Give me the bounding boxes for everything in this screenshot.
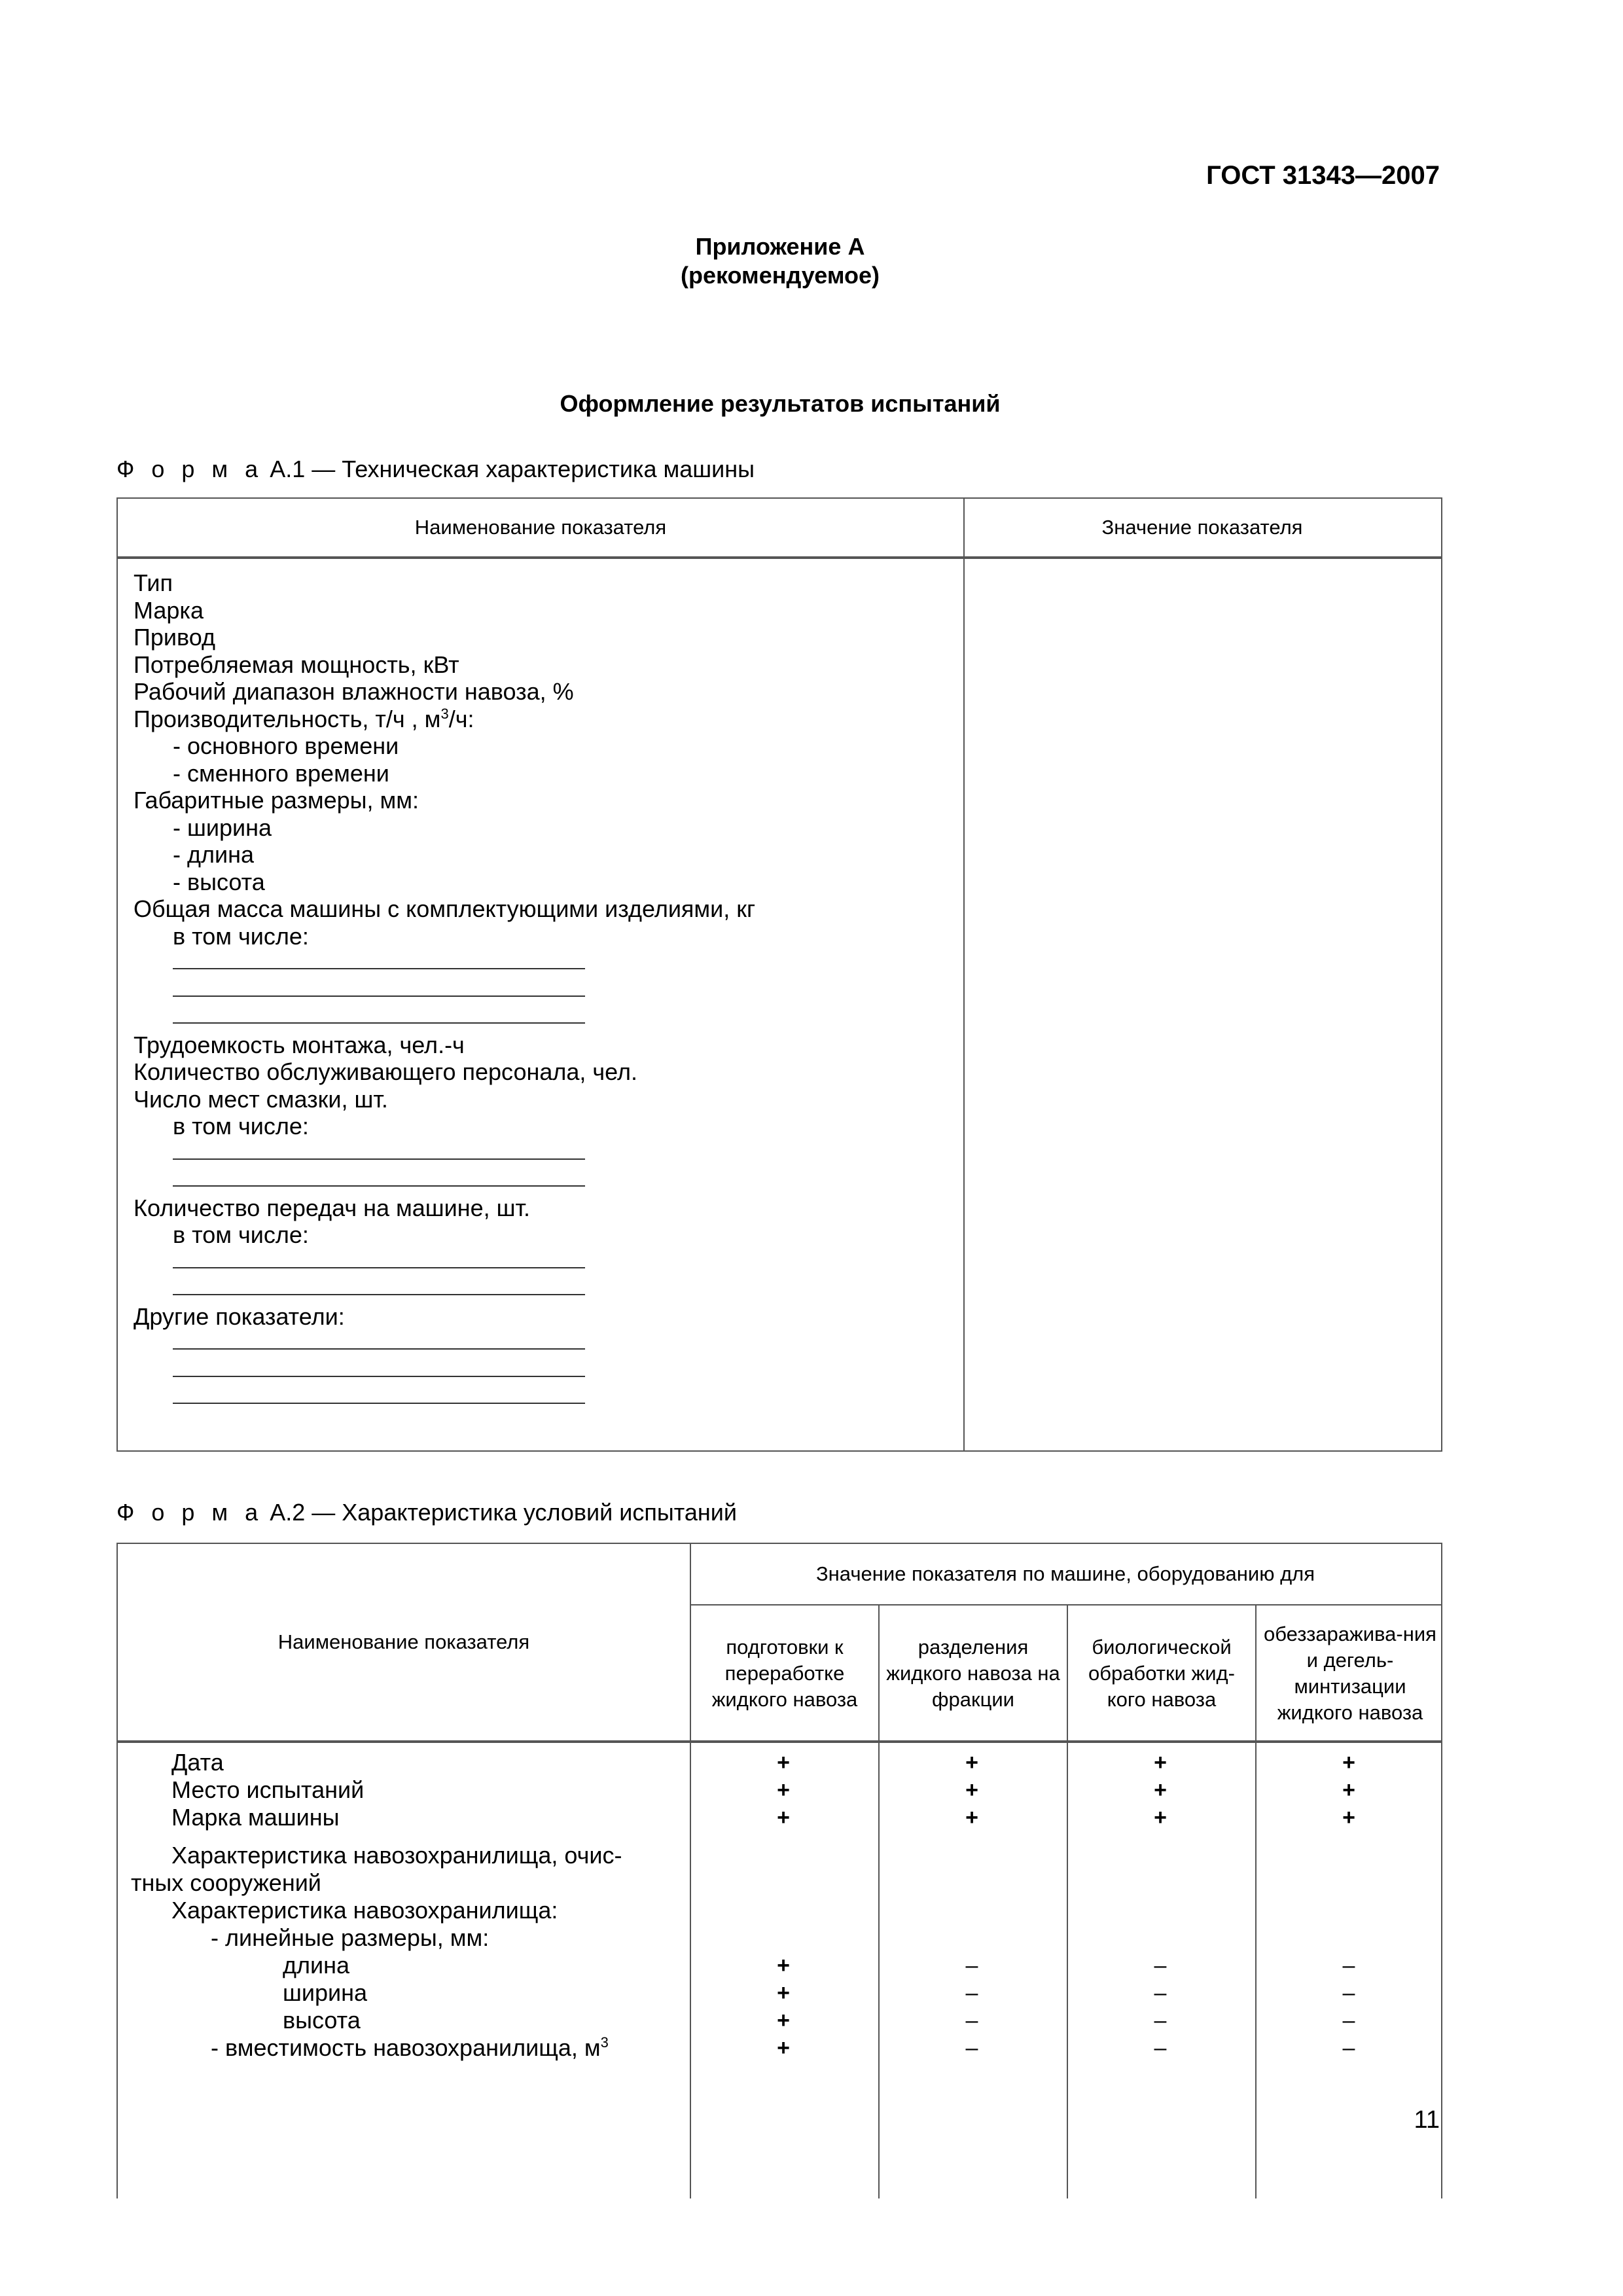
list-item: - сменного времени: [173, 759, 389, 787]
table-cell: +: [1154, 1750, 1167, 1775]
table-row-label: высота: [283, 2007, 361, 2034]
list-item: [134, 706, 755, 733]
blank-line: [134, 1330, 755, 1357]
table-row-label: Место испытаний: [171, 1776, 365, 1803]
table-row-label: Характеристика навозохранилища, очис-: [171, 1842, 622, 1869]
table-cell: –: [965, 2036, 978, 2060]
list-item: Марка: [134, 596, 204, 624]
list-item: Тип: [134, 569, 173, 596]
list-item: Габаритные размеры, мм:: [134, 787, 419, 814]
table-cell: +: [965, 1805, 978, 1830]
form-a1-indicator-list: [134, 569, 755, 1412]
blank-line: [134, 1140, 755, 1168]
table-cell: +: [777, 1805, 790, 1830]
document-code: ГОСТ 31343—2007: [1206, 161, 1440, 190]
table-row-label: Характеристика навозохранилища:: [171, 1897, 558, 1924]
column-divider: [878, 1604, 880, 2198]
list-item: в том числе:: [173, 1113, 309, 1139]
table-cell: –: [1154, 2036, 1167, 2060]
list-item: Потребляемая мощность, кВт: [134, 651, 459, 678]
header-col-biological: биологической обработки жид-кого навоза: [1088, 1636, 1235, 1711]
table-row-label: - линейные размеры, мм:: [211, 1924, 490, 1951]
list-item-text: Производительность, т/ч , м: [134, 705, 441, 732]
list-item: Число мест смазки, шт.: [134, 1085, 388, 1113]
table-row-label: [211, 2034, 609, 2062]
list-item: Количество передач на машине, шт.: [134, 1194, 531, 1221]
header-divider: [118, 556, 1441, 559]
table-cell: –: [1342, 2008, 1355, 2033]
table-cell: +: [1342, 1805, 1355, 1830]
form-a2-table: [116, 1543, 1442, 2198]
form-a1-title: А.1 — Техническая характеристика машины: [270, 456, 755, 482]
header-cell-name: Наименование показателя: [414, 516, 667, 539]
list-item: Трудоемкость монтажа, чел.-ч: [134, 1031, 465, 1058]
table-cell: +: [965, 1778, 978, 1803]
list-item-text: /ч:: [448, 705, 474, 732]
form-a2-title: А.2 — Характеристика условий испытаний: [270, 1499, 737, 1526]
table-row-label: ширина: [283, 1979, 368, 2006]
blank-line: [134, 950, 755, 977]
table-cell: –: [1342, 1981, 1355, 2005]
header-col-separation: разделения жидкого навоза на фракции: [886, 1636, 1060, 1711]
list-item: - длина: [173, 841, 255, 868]
header-divider: [118, 1740, 1441, 1743]
group-header-divider: [690, 1604, 1441, 1605]
blank-line: [134, 1276, 755, 1303]
table-cell: +: [1154, 1805, 1167, 1830]
column-divider: [1255, 1604, 1257, 2198]
column-divider: [1067, 1604, 1068, 2198]
appendix-title: Приложение А: [695, 233, 865, 260]
table-cell: +: [777, 2036, 790, 2060]
list-item: - ширина: [173, 814, 272, 841]
table-cell: –: [965, 1981, 978, 2005]
table-cell: –: [1154, 1981, 1167, 2005]
table-cell: –: [1342, 2036, 1355, 2060]
header-cell-name: Наименование показателя: [277, 1630, 530, 1653]
blank-line: [134, 977, 755, 1005]
blank-line: [134, 1357, 755, 1385]
appendix-subtitle: (рекомендуемое): [681, 262, 880, 289]
table-cell: –: [1154, 1953, 1167, 1978]
row-label-text: - вместимость навозохранилища, м: [211, 2034, 601, 2061]
column-divider: [690, 1544, 691, 2198]
form-a2-label: Ф о р м а: [116, 1499, 264, 1526]
list-item: Привод: [134, 624, 215, 651]
header-cell-value: Значение показателя: [1101, 516, 1303, 539]
list-item: в том числе:: [173, 922, 309, 950]
blank-line: [134, 1167, 755, 1194]
list-item: - высота: [173, 868, 265, 895]
table-cell: +: [1154, 1778, 1167, 1803]
table-row-label: тных сооружений: [131, 1869, 321, 1896]
blank-line: [134, 1249, 755, 1276]
header-col-disinfection: обеззаражива-ния и дегель-минтизации жидкого навоза: [1264, 1623, 1436, 1724]
table-cell: –: [965, 1953, 978, 1978]
table-cell: –: [1342, 1953, 1355, 1978]
table-cell: +: [777, 1953, 790, 1978]
header-group: Значение показателя по машине, оборудованию для: [815, 1562, 1315, 1585]
blank-line: [134, 1004, 755, 1031]
list-item: Другие показатели:: [134, 1302, 345, 1330]
table-cell: –: [965, 2008, 978, 2033]
superscript: 3: [440, 705, 449, 722]
superscript: 3: [600, 2034, 609, 2051]
list-item: Количество обслуживающего персонала, чел.: [134, 1058, 637, 1085]
list-item: Рабочий диапазон влажности навоза, %: [134, 678, 574, 705]
table-cell: +: [1342, 1778, 1355, 1803]
table-cell: +: [777, 1750, 790, 1775]
table-row-label: Марка машины: [171, 1804, 340, 1831]
form-a1-label: Ф о р м а: [116, 456, 264, 482]
form-a1-caption: [116, 456, 755, 483]
header-col-preparation: подготовки к переработке жидкого навоза: [711, 1636, 858, 1711]
table-cell: +: [777, 1981, 790, 2005]
blank-line: [134, 1384, 755, 1412]
form-a2-caption: [116, 1499, 737, 1526]
table-row-label: длина: [283, 1952, 350, 1979]
section-title: Оформление результатов испытаний: [560, 390, 1001, 417]
list-item: Общая масса машины с комплектующими изделиями, кг: [134, 895, 756, 922]
table-row-label: Дата: [171, 1749, 224, 1776]
table-cell: +: [777, 2008, 790, 2033]
list-item: - основного времени: [173, 732, 399, 759]
column-divider: [963, 499, 965, 1450]
form-a1-table: [116, 497, 1442, 1452]
table-cell: +: [1342, 1750, 1355, 1775]
table-cell: –: [1154, 2008, 1167, 2033]
page-number: 11: [1414, 2106, 1440, 2134]
table-cell: +: [777, 1778, 790, 1803]
table-cell: +: [965, 1750, 978, 1775]
list-item: в том числе:: [173, 1221, 309, 1248]
